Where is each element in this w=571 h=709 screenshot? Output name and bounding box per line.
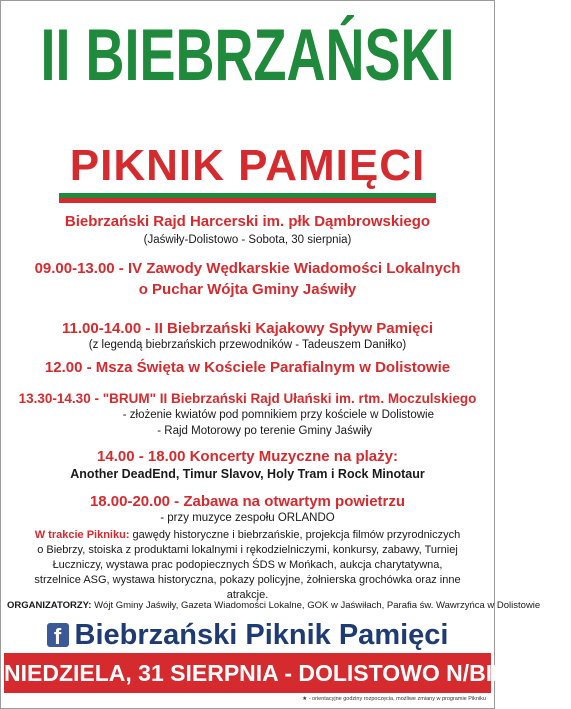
- organizers-lead: ORGANIZATORZY:: [7, 600, 92, 611]
- facebook-icon: f: [47, 623, 69, 647]
- event-brum-sub-2: - Rajd Motorowy po terenie Gminy Jaświły: [157, 425, 372, 437]
- event-harcerski-sub: (Jaświły-Dolistowo - Sobota, 30 sierpnia): [143, 234, 352, 246]
- title-line-1: II BIEBRZAŃSKI: [40, 15, 455, 97]
- attractions-lead: W trakcie Pikniku:: [34, 529, 130, 541]
- event-koncerty-title: 14.00 - 18.00 Koncerty Muzyczne na plaży:: [97, 448, 398, 465]
- event-wedkarskie-line1: 09.00-13.00 - IV Zawody Wędkarskie Wiadomości Lokalnych: [34, 260, 461, 277]
- divider-red: [59, 198, 436, 203]
- event-zabawa-sub: - przy muzyce zespołu ORLANDO: [160, 512, 335, 524]
- event-harcerski-title: Biebrzański Rajd Harcerski im. płk Dąmbrowskiego: [64, 213, 431, 230]
- attractions-notice: [31, 528, 464, 603]
- attractions-text: gawędy historyczne i biebrzańskie, projekcja filmów przyrodniczych o Biebrzy, stoiska z produktami lokalnymi i rękodzielniczymi, konkursy, zabawy, Turniej Łuczniczy, wystawa prac podopiecznych ŚDS w Mońkach, aukcja charytatywna, strzelnice ASG, wystawa historyczna, pokazy policyjne, żołnierska grochówka oraz inne atrakcje.: [34, 529, 461, 601]
- date-location-banner: NIEDZIELA, 31 SIERPNIA - DOLISTOWO N/BIEBRZĄ: [4, 653, 491, 693]
- title-line-2: PIKNIK PAMIĘCI: [69, 141, 426, 190]
- event-kajakowy-sub: (z legendą biebrzańskich przewodników - Tadeuszem Daniłko): [88, 339, 407, 351]
- event-koncerty-bands: Another DeadEnd, Timur Slavov, Holy Tram i Rock Minotaur: [70, 467, 425, 481]
- organizers: [7, 600, 541, 612]
- event-brum-sub-1: - złożenie kwiatów pod pomnikiem przy kościele w Dolistowie: [122, 409, 434, 421]
- event-brum-title: 13.30-14.30 - "BRUM" II Biebrzański Rajd Ułański im. rtm. Moczulskiego: [18, 391, 477, 406]
- event-msza-title: 12.00 - Msza Święta w Kościele Parafialnym w Dolistowie: [44, 359, 451, 376]
- event-kajakowy-title: 11.00-14.00 - II Biebrzański Kajakowy Spływ Pamięci: [61, 320, 434, 337]
- facebook-label: Biebrzański Piknik Pamięci: [74, 619, 449, 651]
- event-wedkarskie-line2: o Puchar Wójta Gminy Jaświły: [138, 281, 357, 298]
- footnote: ★ - orientacyjne godziny rozpoczęcia, możliwe zmiany w programie Pikniku: [302, 696, 486, 702]
- facebook-link[interactable]: [1, 617, 494, 653]
- event-zabawa-title: 18.00-20.00 - Zabawa na otwartym powietrzu: [89, 493, 406, 510]
- organizers-text: Wójt Gminy Jaświły, Gazeta Wiadomości Lokalne, GOK w Jaświłach, Parafia św. Wawrzyńca w Dolistowie: [91, 600, 541, 611]
